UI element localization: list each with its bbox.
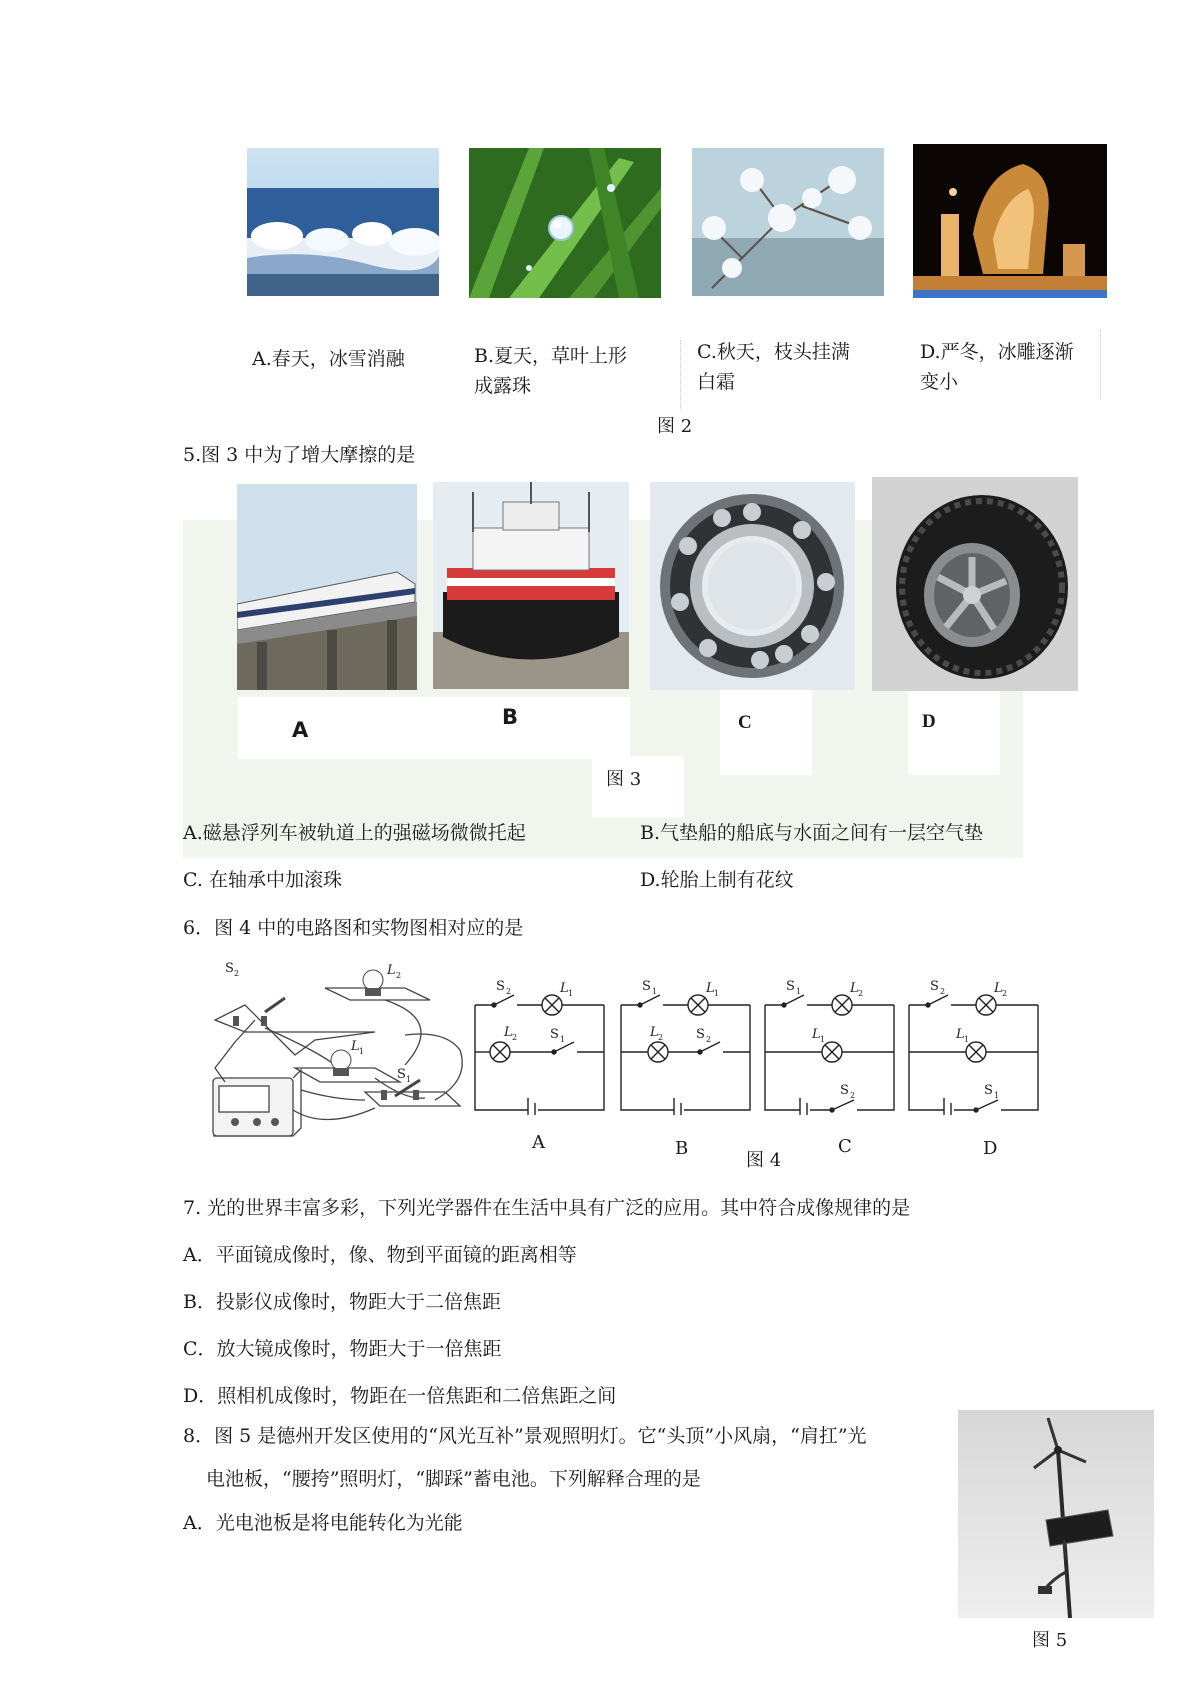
label-s2-sub: 2 [234,969,240,978]
q7-stem: 7. 光的世界丰富多彩，下列光学器件在生活中具有广泛的应用。其中符合成像规律的是 [183,1197,911,1219]
label-l2: L [387,963,396,978]
fig4-label: 图 4 [746,1150,782,1171]
svg-text:S: S [642,979,651,994]
svg-text:1: 1 [560,1035,566,1044]
fig2-caption-d: D.严冬，冰雕逐渐 变小 [920,341,1074,393]
svg-text:1: 1 [568,989,574,998]
svg-text:L: L [504,1025,513,1040]
circuit-letter-b: B [675,1138,689,1159]
photo-wind-solar-lamp [958,1410,1154,1618]
circuit-diagram-a [472,970,608,1115]
svg-text:1: 1 [820,1035,826,1044]
photo-hovercraft [433,482,629,689]
q7-option-b: B．投影仪成像时，物距大于二倍焦距 [183,1291,501,1313]
label-l1-sub: 1 [359,1047,365,1056]
svg-text:2: 2 [850,1091,856,1100]
svg-text:L: L [994,981,1003,996]
photo-ball-bearing [650,482,855,690]
fig3-letter-a: A [292,718,309,742]
svg-text:1: 1 [796,987,802,996]
q7-option-a: A．平面镜成像时，像、物到平面镜的距离相等 [183,1244,577,1266]
svg-text:S: S [696,1027,705,1042]
svg-text:S: S [550,1027,559,1042]
q5-stem: 5.图 3 中为了增大摩擦的是 [183,444,416,466]
svg-text:S: S [786,979,795,994]
svg-text:L: L [956,1027,965,1042]
q5-option-b: B.气垫船的船底与水面之间有一层空气垫 [640,822,984,844]
circuit-diagram-b [618,970,754,1115]
svg-text:L: L [706,981,715,996]
svg-text:1: 1 [714,989,720,998]
fig2-caption-b: B.夏天，草叶上形 成露珠 [474,345,628,397]
svg-text:2: 2 [858,989,864,998]
svg-text:S: S [984,1083,993,1098]
q8-stem-line2: 电池板，“腰挎”照明灯，“脚踩”蓄电池。下列解释合理的是 [206,1468,701,1490]
fig2-label: 图 2 [657,416,693,437]
photo-dew-on-grass [469,148,661,298]
letter-area [720,690,812,775]
q5-option-c: C. 在轴承中加滚珠 [183,869,342,891]
fig2-caption-c: C.秋天，枝头挂满 白霜 [697,341,850,393]
fig3-letter-d: D [922,711,936,732]
fig5-label: 图 5 [1032,1630,1068,1651]
caption-divider [1100,330,1102,400]
label-l2-sub: 2 [396,971,402,980]
svg-text:1: 1 [994,1091,1000,1100]
physical-circuit [205,960,475,1145]
label-s1: S [397,1067,406,1082]
svg-text:1: 1 [964,1035,970,1044]
label-l1: L [351,1039,360,1054]
photo-ice-sculpture [913,144,1107,298]
svg-text:L: L [812,1027,821,1042]
svg-text:2: 2 [706,1035,712,1044]
fig3-letter-c: C [738,712,752,733]
photo-maglev-train [237,484,417,690]
q7-option-c: C．放大镜成像时，物距大于一倍焦距 [183,1338,502,1360]
svg-text:S: S [930,979,939,994]
caption-divider [680,340,682,410]
svg-text:2: 2 [512,1033,518,1042]
fig3-label: 图 3 [606,769,642,790]
svg-text:S: S [840,1083,849,1098]
svg-text:L: L [850,981,859,996]
label-s1-sub: 1 [406,1075,412,1084]
photo-frost-branches [692,148,884,296]
svg-text:L: L [650,1025,659,1040]
svg-text:2: 2 [940,987,946,996]
svg-text:L: L [560,981,569,996]
circuit-diagram-c [762,970,898,1115]
circuit-diagram-d [906,970,1042,1115]
q5-option-d: D.轮胎上制有花纹 [640,869,794,891]
q6-stem: 6．图 4 中的电路图和实物图相对应的是 [183,917,524,939]
photo-tire [872,477,1078,691]
svg-text:2: 2 [658,1033,664,1042]
svg-text:1: 1 [652,987,658,996]
label-s2: S [225,961,234,976]
circuit-letter-d: D [983,1138,998,1159]
photo-snow-melting [247,148,439,296]
q8-option-a: A．光电池板是将电能转化为光能 [183,1512,463,1534]
fig2-caption-a: A.春天，冰雪消融 [252,348,405,370]
svg-text:S: S [496,979,505,994]
svg-text:2: 2 [506,987,512,996]
circuit-letter-c: C [838,1136,852,1157]
q7-option-d: D．照相机成像时，物距在一倍焦距和二倍焦距之间 [183,1385,617,1407]
q5-option-a: A.磁悬浮列车被轨道上的强磁场微微托起 [183,822,526,844]
circuit-letter-a: A [532,1132,545,1153]
q8-stem-line1: 8．图 5 是德州开发区使用的“风光互补”景观照明灯。它“头顶”小风扇，“肩扛”光 [183,1425,867,1447]
svg-text:2: 2 [1002,989,1008,998]
fig3-letter-b: B [502,705,519,729]
